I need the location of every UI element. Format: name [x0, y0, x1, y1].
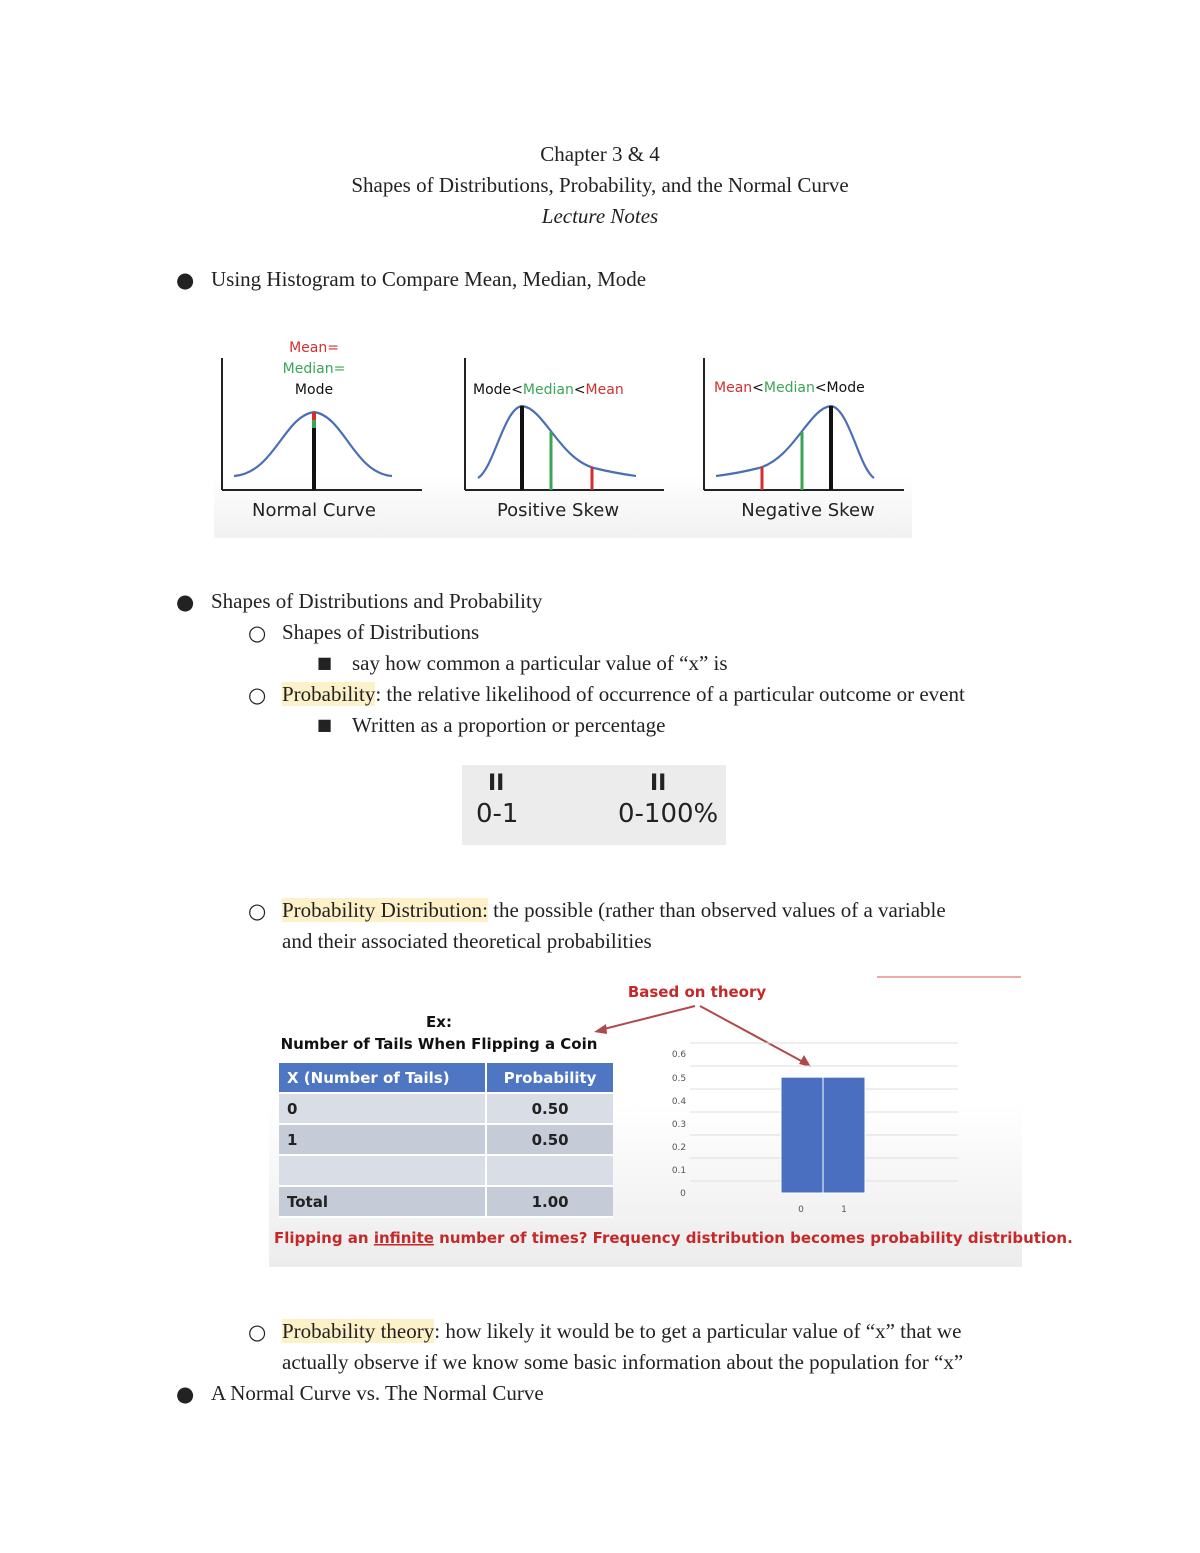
equals-symbol-2: II — [650, 771, 667, 796]
neg-median-label: Median — [763, 380, 815, 396]
sub-shapes-item: say how common a particular value of “x” is — [352, 651, 728, 675]
neg-mode-label: Mode — [826, 380, 865, 396]
svg-text:Mode<Median<Mean: Mode<Median<Mean — [473, 382, 624, 398]
table-header-x: X (Number of Tails) — [279, 1063, 485, 1094]
bullet-shapes-probability: Shapes of Distributions and Probability — [211, 589, 543, 613]
document-title: Shapes of Distributions, Probability, and the Normal Curve — [351, 173, 849, 197]
bullet-icon: ● — [176, 590, 195, 614]
bullet-normal-curve: A Normal Curve vs. The Normal Curve — [211, 1381, 544, 1405]
y-tick-label: 0.4 — [671, 1097, 687, 1107]
bullet-icon: ● — [176, 268, 195, 292]
table-row — [279, 1156, 613, 1187]
infinite-emphasis: infinite — [373, 1229, 434, 1247]
positive-caption: Positive Skew — [496, 500, 620, 521]
table-row: 0 0.50 — [279, 1094, 613, 1125]
pos-median-label: Median — [522, 382, 574, 398]
probability-table — [279, 1063, 613, 1218]
y-tick-label: 0.6 — [671, 1050, 687, 1060]
normal-mean-label: Mean= — [289, 340, 339, 356]
circle-bullet-icon: ○ — [248, 899, 267, 923]
circle-bullet-icon: ○ — [248, 683, 267, 707]
bullet-icon: ● — [176, 1382, 195, 1406]
svg-text:Mean<Median<Mode: Mean<Median<Mode — [714, 380, 865, 396]
sub-probability-distribution-cont: and their associated theoretical probabilities — [282, 929, 652, 953]
y-tick-label: 0.5 — [671, 1074, 687, 1084]
chapter-title: Chapter 3 & 4 — [540, 142, 660, 166]
equals-symbol-1: II — [488, 771, 505, 796]
sub-shapes: Shapes of Distributions — [282, 620, 480, 644]
y-tick-label: 0.1 — [671, 1166, 687, 1176]
arrow-left-icon — [594, 1024, 607, 1034]
sub-probability: Probability: the relative likelihood of occurrence of a particular outcome or event — [282, 682, 965, 706]
normal-caption: Normal Curve — [252, 500, 376, 521]
table-title: Number of Tails When Flipping a Coin — [280, 1035, 598, 1053]
table-row: Total 1.00 — [279, 1187, 613, 1218]
x-tick-label: 1 — [841, 1205, 847, 1215]
sub-probability-theory: Probability theory: how likely it would be to get a particular value of “x” that we — [282, 1319, 962, 1343]
x-tick-label: 0 — [798, 1205, 804, 1215]
bar-0 — [781, 1077, 823, 1193]
square-bullet-icon: ■ — [317, 653, 333, 672]
normal-mode-label: Mode — [294, 382, 334, 398]
table-row: 1 0.50 — [279, 1125, 613, 1156]
neg-mean-label: Mean — [714, 380, 753, 396]
example-label: Ex: — [426, 1013, 452, 1031]
negative-caption: Negative Skew — [741, 500, 875, 521]
y-tick-label: 0.3 — [671, 1120, 687, 1130]
bullet-histogram: Using Histogram to Compare Mean, Median, Mode — [211, 267, 647, 291]
table-header-probability: Probability — [485, 1063, 613, 1094]
bar-1 — [823, 1077, 865, 1193]
y-tick-label: 0.2 — [671, 1143, 687, 1153]
probability-distribution-term: Probability Distribution: — [282, 898, 488, 922]
arrow-right-icon — [799, 1055, 811, 1067]
sub-probability-theory-cont: actually observe if we know some basic information about the population for “x” — [282, 1350, 964, 1374]
sub-probability-distribution: Probability Distribution: the possible (rather than observed values of a variable — [282, 898, 946, 922]
document-subtitle: Lecture Notes — [541, 204, 659, 228]
based-on-theory-label: Based on theory — [627, 983, 767, 1001]
circle-bullet-icon: ○ — [248, 621, 267, 645]
probability-term: Probability — [282, 682, 376, 706]
pos-mode-label: Mode — [473, 382, 512, 398]
sub-probability-item: Written as a proportion or percentage — [352, 713, 666, 737]
circle-bullet-icon: ○ — [248, 1320, 267, 1344]
range-decimal: 0-1 — [476, 799, 519, 829]
range-percent: 0-100% — [618, 799, 719, 829]
square-bullet-icon: ■ — [317, 715, 333, 734]
y-tick-label: 0 — [680, 1189, 686, 1199]
probability-theory-term: Probability theory — [282, 1319, 435, 1343]
footer-note: Flipping an infinite number of times? Frequency distribution becomes probability distribution. — [274, 1229, 1073, 1247]
pos-mean-label: Mean — [585, 382, 624, 398]
normal-median-label: Median= — [282, 361, 346, 377]
